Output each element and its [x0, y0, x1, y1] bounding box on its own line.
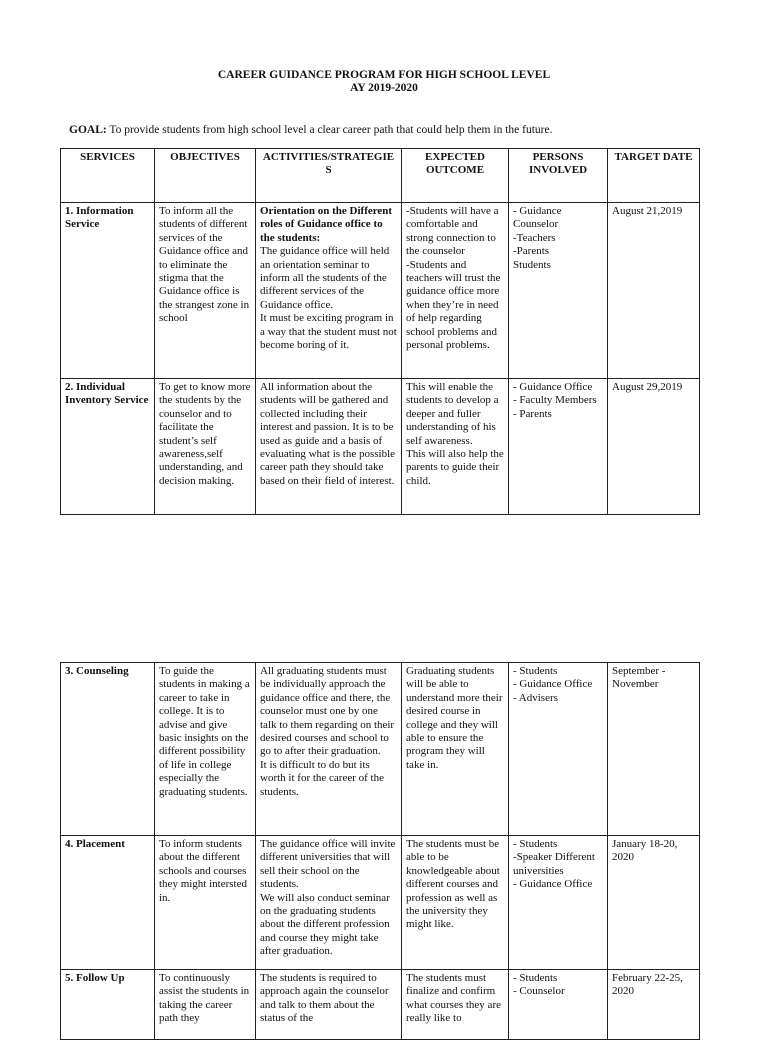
- persons-cell: - Students - Guidance Office - Advisers: [509, 663, 608, 836]
- persons-cell: - Students -Speaker Different universities - Guidance Office: [509, 836, 608, 970]
- activity-cell: The guidance office will invite different universities that will sell their school on the students. We will also conduct seminar on the graduating students about the different profession and course they might take after graduation.: [256, 836, 402, 970]
- objective-cell: To get to know more the students by the counselor and to facilitate the student’s self awareness,self understanding, and decision making.: [155, 379, 256, 515]
- target-cell: August 29,2019: [608, 379, 700, 515]
- service-cell: 3. Counseling: [61, 663, 155, 836]
- target-cell: January 18-20, 2020: [608, 836, 700, 970]
- header-activities: ACTIVITIES/STRATEGIES: [256, 149, 402, 203]
- activity-cell: All information about the students will be gathered and collected including their interest and passion. It is to be used as guide and a basis of evaluating what is the possible career path they should take based on their field of interest.: [256, 379, 402, 515]
- objective-cell: To inform students about the different schools and courses they might intersted in.: [155, 836, 256, 970]
- table-row: [61, 836, 700, 970]
- table-row: [61, 379, 700, 515]
- activity-title: Orientation on the Different roles of Guidance office to the students:: [260, 205, 393, 244]
- target-cell: February 22-25, 2020: [608, 970, 700, 1040]
- objective-cell: To inform all the students of different services of the Guidance office and to eliminate the stigma that the Guidance office is the strangest zone in school: [155, 203, 256, 379]
- service-cell: 1. Information Service: [61, 203, 155, 379]
- header-objectives: OBJECTIVES: [155, 149, 256, 203]
- outcome-cell: The students must finalize and confirm what courses they are really like to: [402, 970, 509, 1040]
- objective-cell: To guide the students in making a career to take in college. It is to advise and give basic insights on the different possibility of life in college especially the graduating students.: [155, 663, 256, 836]
- table-row: [61, 663, 700, 836]
- page-title: [0, 69, 768, 95]
- target-cell: August 21,2019: [608, 203, 700, 379]
- outcome-cell: This will enable the students to develop a deeper and fuller understanding of his self awareness. This will also help the parents to guide their child.: [402, 379, 509, 515]
- header-outcome: EXPECTED OUTCOME: [402, 149, 509, 203]
- title-line-1: CAREER GUIDANCE PROGRAM FOR HIGH SCHOOL LEVEL: [217, 69, 551, 81]
- activity-cell: [256, 203, 402, 379]
- header-persons: PERSONS INVOLVED: [509, 149, 608, 203]
- service-cell: 2. Individual Inventory Service: [61, 379, 155, 515]
- outcome-cell: -Students will have a comfortable and strong connection to the counselor -Students and teachers will trust the guidance office more when they’re in need of help regarding school problems and personal problems.: [402, 203, 509, 379]
- target-cell: September - November: [608, 663, 700, 836]
- goal-text: To provide students from high school level a clear career path that could help them in the future.: [106, 124, 553, 136]
- header-target: TARGET DATE: [608, 149, 700, 203]
- persons-cell: - Students - Counselor: [509, 970, 608, 1040]
- service-cell: 4. Placement: [61, 836, 155, 970]
- persons-cell: - Guidance Counselor -Teachers -Parents Students: [509, 203, 608, 379]
- program-table-2: [60, 662, 700, 1040]
- activity-cell: The students is required to approach again the counselor and talk to them about the status of the: [256, 970, 402, 1040]
- activity-cell: All graduating students must be individually approach the guidance office and there, the counselor must one by one talk to them regarding on their desired courses and school to go to after their graduation. It is difficult to do but its worth it for the career of the students.: [256, 663, 402, 836]
- program-table-1: [60, 148, 700, 515]
- title-line-2: AY 2019-2020: [350, 82, 418, 94]
- goal-statement: [69, 124, 552, 136]
- outcome-cell: The students must be able to be knowledgeable about different courses and profession as well as the university they might like.: [402, 836, 509, 970]
- table-row: [61, 203, 700, 379]
- header-services: SERVICES: [61, 149, 155, 203]
- outcome-cell: Graduating students will be able to understand more their desired course in college and they will able to ensure the program they will take in.: [402, 663, 509, 836]
- activity-text: The guidance office will held an orientation seminar to inform all the students of the different services of the Guidance office. It must be exciting program in a way that the student must not become boring of it.: [260, 245, 397, 352]
- service-cell: 5. Follow Up: [61, 970, 155, 1040]
- objective-cell: To continuously assist the students in taking the career path they: [155, 970, 256, 1040]
- persons-cell: - Guidance Office - Faculty Members - Parents: [509, 379, 608, 515]
- goal-label: GOAL:: [69, 124, 107, 136]
- table-header-row: [61, 149, 700, 203]
- table-row: [61, 970, 700, 1040]
